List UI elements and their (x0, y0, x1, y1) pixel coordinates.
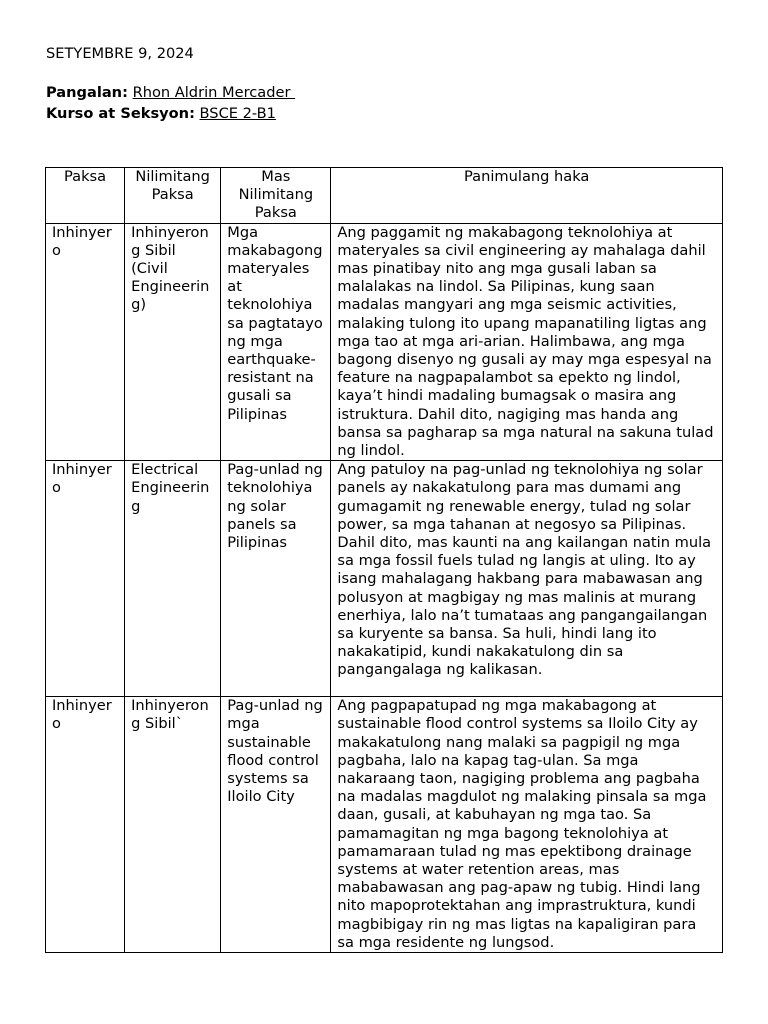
cell-mas-nilimitang-paksa: Pag-unlad ng teknolohiya ng solar panels sa Pilipinas (221, 461, 331, 697)
header-paksa: Paksa (46, 168, 125, 224)
cell-mas-nilimitang-paksa: Mga makabagong materyales at teknolohiya sa pagtatayo ng mga earthquake-resistant na gusali sa Pilipinas (221, 223, 331, 461)
document-date: SETYEMBRE 9, 2024 (46, 45, 194, 62)
header-mas-nilimitang-paksa: Mas Nilimitang Paksa (221, 168, 331, 224)
header-nilimitang-paksa: Nilimitang Paksa (125, 168, 221, 224)
cell-nilimitang-paksa: Electrical Engineering (125, 461, 221, 697)
table-header-row (46, 168, 723, 224)
topic-table (45, 167, 723, 953)
course-field (46, 105, 276, 123)
cell-panimulang-haka: Ang patuloy na pag-unlad ng teknolohiya ng solar panels ay nakakatulong para mas dumami ang gumagamit ng renewable energy, tulad ng solar power, sa mga tahanan at negosyo sa Pilipinas. Dahil dito, mas kaunti na ang kailangan natin mula sa mga fossil fuels tulad ng langis at uling. Ito ay isang mahalagang hakbang para mabawasan ang polusyon at magbigay ng mas malinis at murang enerhiya, lalo na’t tumataas ang pangangailangan sa kuryente sa bansa. Sa huli, hindi lang ito nakakatipid, kundi nakakatulong din sa pangangalaga ng kalikasan. (331, 461, 723, 697)
cell-panimulang-haka: Ang paggamit ng makabagong teknolohiya at materyales sa civil engineering ay mahalaga dahil mas pinatibay nito ang mga gusali laban sa malalakas na lindol. Sa Pilipinas, kung saan madalas mangyari ang mga seismic activities, malaking tulong ito upang mapanatiling ligtas ang mga tao at mga ari-arian. Halimbawa, ang mga bagong disenyo ng gusali ay may mga espesyal na feature na nagpapalambot sa epekto ng lindol, kaya’t hindi madaling bumagsak o masira ang istruktura. Dahil dito, nagiging mas handa ang bansa sa pagharap sa mga natural na sakuna tulad ng lindol. (331, 223, 723, 461)
course-label: Kurso at Seksyon: (46, 105, 195, 122)
name-value: Rhon Aldrin Mercader (132, 84, 296, 101)
cell-mas-nilimitang-paksa: Pag-unlad ng mga sustainable flood control systems sa Iloilo City (221, 697, 331, 953)
name-label: Pangalan: (46, 84, 128, 101)
cell-nilimitang-paksa: Inhinyerong Sibil` (125, 697, 221, 953)
cell-paksa: Inhinyero (46, 461, 125, 697)
header-panimulang-haka: Panimulang haka (331, 168, 723, 224)
cell-paksa: Inhinyero (46, 223, 125, 461)
cell-panimulang-haka: Ang pagpapatupad ng mga makabagong at sustainable flood control systems sa Iloilo City ay makakatulong nang malaki sa pagpigil ng mga pagbaha, lalo na kapag tag-ulan. Sa mga nakaraang taon, nagiging problema ang pagbaha na madalas magdulot ng malaking pinsala sa mga daan, gusali, at kabuhayan ng mga tao. Sa pamamagitan ng mga bagong teknolohiya at pamamaraan tulad ng mas epektibong drainage systems at water retention areas, mas mababawasan ang pag-apaw ng tubig. Hindi lang nito mapoprotektahan ang imprastruktura, kundi magbibigay rin ng mas ligtas na kapaligiran para sa mga residente ng lungsod. (331, 697, 723, 953)
cell-paksa: Inhinyero (46, 697, 125, 953)
table-row (46, 461, 723, 697)
cell-nilimitang-paksa: Inhinyerong Sibil (Civil Engineering) (125, 223, 221, 461)
table-row (46, 223, 723, 461)
table-row (46, 697, 723, 953)
name-field (46, 84, 295, 102)
course-value: BSCE 2-B1 (199, 105, 276, 122)
